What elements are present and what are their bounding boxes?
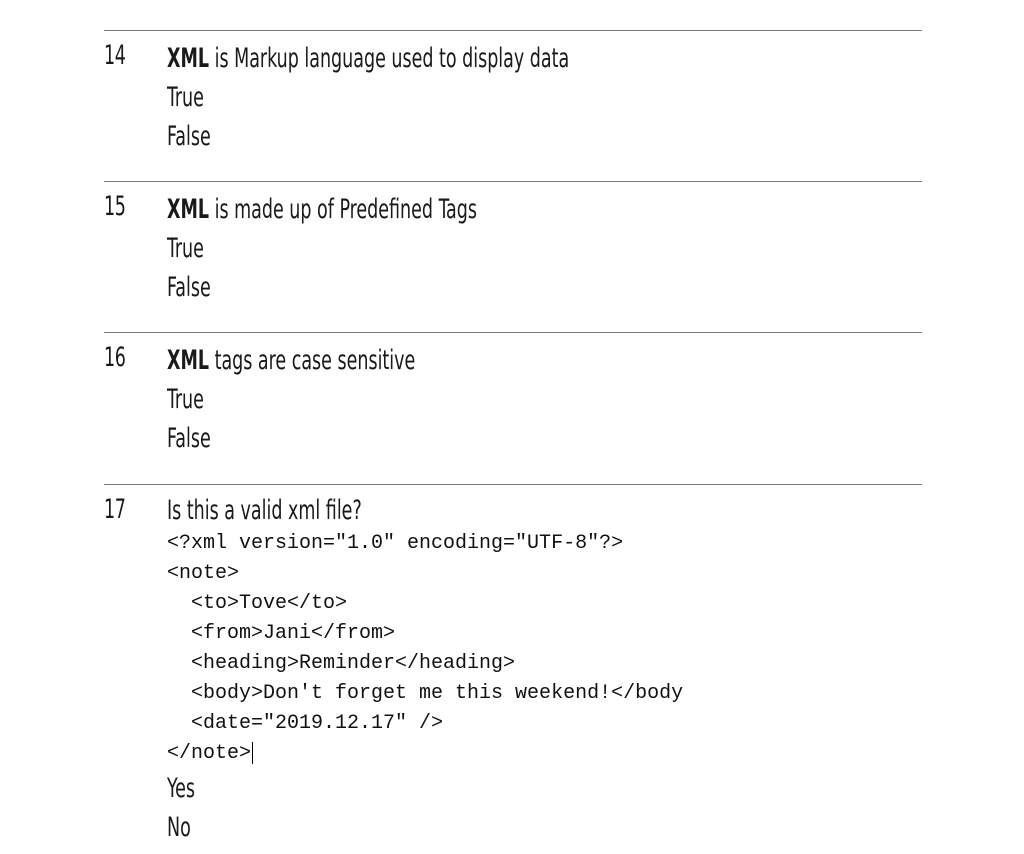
option-true[interactable]: True: [167, 384, 204, 415]
question-text: [167, 190, 700, 229]
question-text: [167, 341, 700, 380]
code-line: </note>: [167, 742, 252, 765]
code-line: <heading>Reminder</heading>: [167, 652, 516, 675]
question-body: [167, 493, 907, 847]
option-true[interactable]: True: [167, 233, 204, 264]
question-16: [104, 332, 922, 483]
option-no[interactable]: No: [167, 812, 191, 843]
question-keyword: XML: [167, 194, 210, 225]
question-15: [104, 181, 922, 332]
question-body: [167, 39, 907, 156]
code-line-last: [167, 739, 767, 769]
question-17: [104, 484, 922, 854]
code-line: <note>: [167, 562, 240, 585]
question-statement: is Markup language used to display data: [209, 43, 570, 74]
question-statement: tags are case sensitive: [209, 345, 416, 376]
option-true[interactable]: True: [167, 82, 204, 113]
question-number: 14: [104, 40, 126, 71]
question-text: [167, 39, 700, 78]
question-body: [167, 190, 907, 307]
question-keyword: XML: [167, 43, 210, 74]
question-number: 15: [104, 191, 126, 222]
question-text: Is this a valid xml file?: [167, 495, 362, 526]
question-keyword: XML: [167, 345, 210, 376]
option-yes[interactable]: Yes: [167, 773, 195, 804]
option-false[interactable]: False: [167, 272, 211, 303]
question-number: 16: [104, 342, 126, 373]
question-statement: is made up of Predefined Tags: [209, 194, 477, 225]
code-line: <from>Jani</from>: [167, 622, 396, 645]
code-line: <to>Tove</to>: [167, 592, 348, 615]
question-number: 17: [104, 494, 126, 525]
question-14: [104, 30, 922, 181]
code-line: <?xml version="1.0" encoding="UTF-8"?>: [167, 532, 624, 555]
option-false[interactable]: False: [167, 121, 211, 152]
code-line: <date="2019.12.17" />: [167, 712, 444, 735]
option-false[interactable]: False: [167, 423, 211, 454]
xml-code-block: [167, 529, 767, 769]
text-cursor: [252, 742, 253, 764]
code-line: <body>Don't forget me this weekend!</body: [167, 682, 684, 705]
question-body: [167, 341, 907, 458]
